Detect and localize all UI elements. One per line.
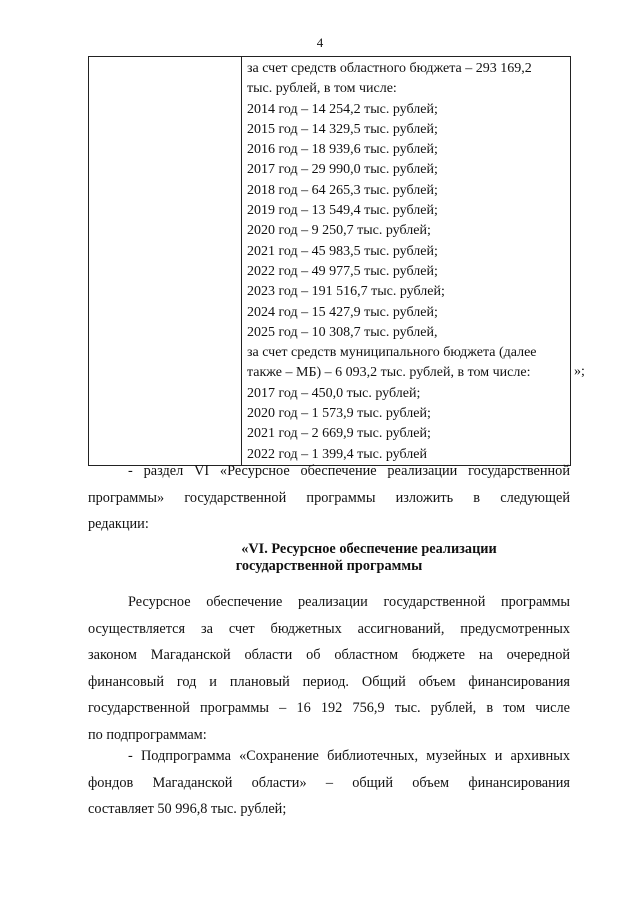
text-line: фондов Магаданской области» – общий объем финансирования xyxy=(88,774,570,791)
table-cell-empty xyxy=(89,57,242,466)
section-heading-line: «VI. Ресурсное обеспечение реализации xyxy=(241,541,497,557)
intro-paragraph xyxy=(88,458,570,538)
text-line: государственной программы – 16 192 756,9 тыс. рублей, в том числе xyxy=(88,700,570,716)
funding-line: 2017 год – 450,0 тыс. рублей; xyxy=(247,385,421,401)
funding-line: за счет средств областного бюджета – 293 169,2 xyxy=(247,61,532,76)
funding-line: 2019 год – 13 549,4 тыс. рублей; xyxy=(247,203,438,219)
funding-line: 2022 год – 1 399,4 тыс. рублей xyxy=(247,446,427,462)
table-cell-funding xyxy=(242,57,571,466)
text-line: по подпрограммам: xyxy=(88,726,207,743)
funding-line: 2017 год – 29 990,0 тыс. рублей; xyxy=(247,162,438,178)
body-paragraph-2 xyxy=(88,743,570,823)
funding-line: 2022 год – 49 977,5 тыс. рублей; xyxy=(247,263,438,279)
funding-line: 2018 год – 64 265,3 тыс. рублей; xyxy=(247,182,438,198)
funding-line: 2020 год – 9 250,7 тыс. рублей; xyxy=(247,223,431,239)
text-line: - Подпрограмма «Сохранение библиотечных, музейных и архивных xyxy=(128,748,570,764)
text-line: - раздел VI «Ресурсное обеспечение реализации государственной xyxy=(128,463,570,479)
text-line: программы» государственной программы изложить в следующей xyxy=(88,489,570,506)
table-row xyxy=(89,57,571,466)
funding-line: за счет средств муниципального бюджета (далее xyxy=(247,345,537,361)
funding-line: 2016 год – 18 939,6 тыс. рублей; xyxy=(247,142,438,158)
funding-line: 2025 год – 10 308,7 тыс. рублей, xyxy=(247,324,438,340)
funding-line: 2024 год – 15 427,9 тыс. рублей; xyxy=(247,304,438,320)
funding-line: 2020 год – 1 573,9 тыс. рублей; xyxy=(247,406,431,422)
text-line: законом Магаданской области об областном бюджете на очередной xyxy=(88,647,570,663)
text-line: финансовый год и плановый период. Общий объем финансирования xyxy=(88,673,570,690)
funding-line: тыс. рублей, в том числе: xyxy=(247,81,397,97)
budget-table xyxy=(88,56,571,466)
funding-line: 2023 год – 191 516,7 тыс. рублей; xyxy=(247,284,445,300)
text-line: Ресурсное обеспечение реализации государственной программы xyxy=(128,594,570,610)
section-heading-line: государственной программы xyxy=(235,558,423,574)
closing-quote: »; xyxy=(574,364,585,379)
funding-line: также – МБ) – 6 093,2 тыс. рублей, в том числе: xyxy=(247,365,531,381)
page-number: 4 xyxy=(316,35,324,50)
funding-line: 2021 год – 2 669,9 тыс. рублей; xyxy=(247,426,431,442)
text-line: составляет 50 996,8 тыс. рублей; xyxy=(88,801,287,817)
section-heading xyxy=(88,541,570,575)
funding-line: 2015 год – 14 329,5 тыс. рублей; xyxy=(247,121,438,137)
funding-line: 2021 год – 45 983,5 тыс. рублей; xyxy=(247,243,438,259)
text-line: осуществляется за счет бюджетных ассигнований, предусмотренных xyxy=(88,620,570,637)
funding-line: 2014 год – 14 254,2 тыс. рублей; xyxy=(247,101,438,117)
text-line: редакции: xyxy=(88,516,149,532)
body-paragraph-1 xyxy=(88,589,570,748)
